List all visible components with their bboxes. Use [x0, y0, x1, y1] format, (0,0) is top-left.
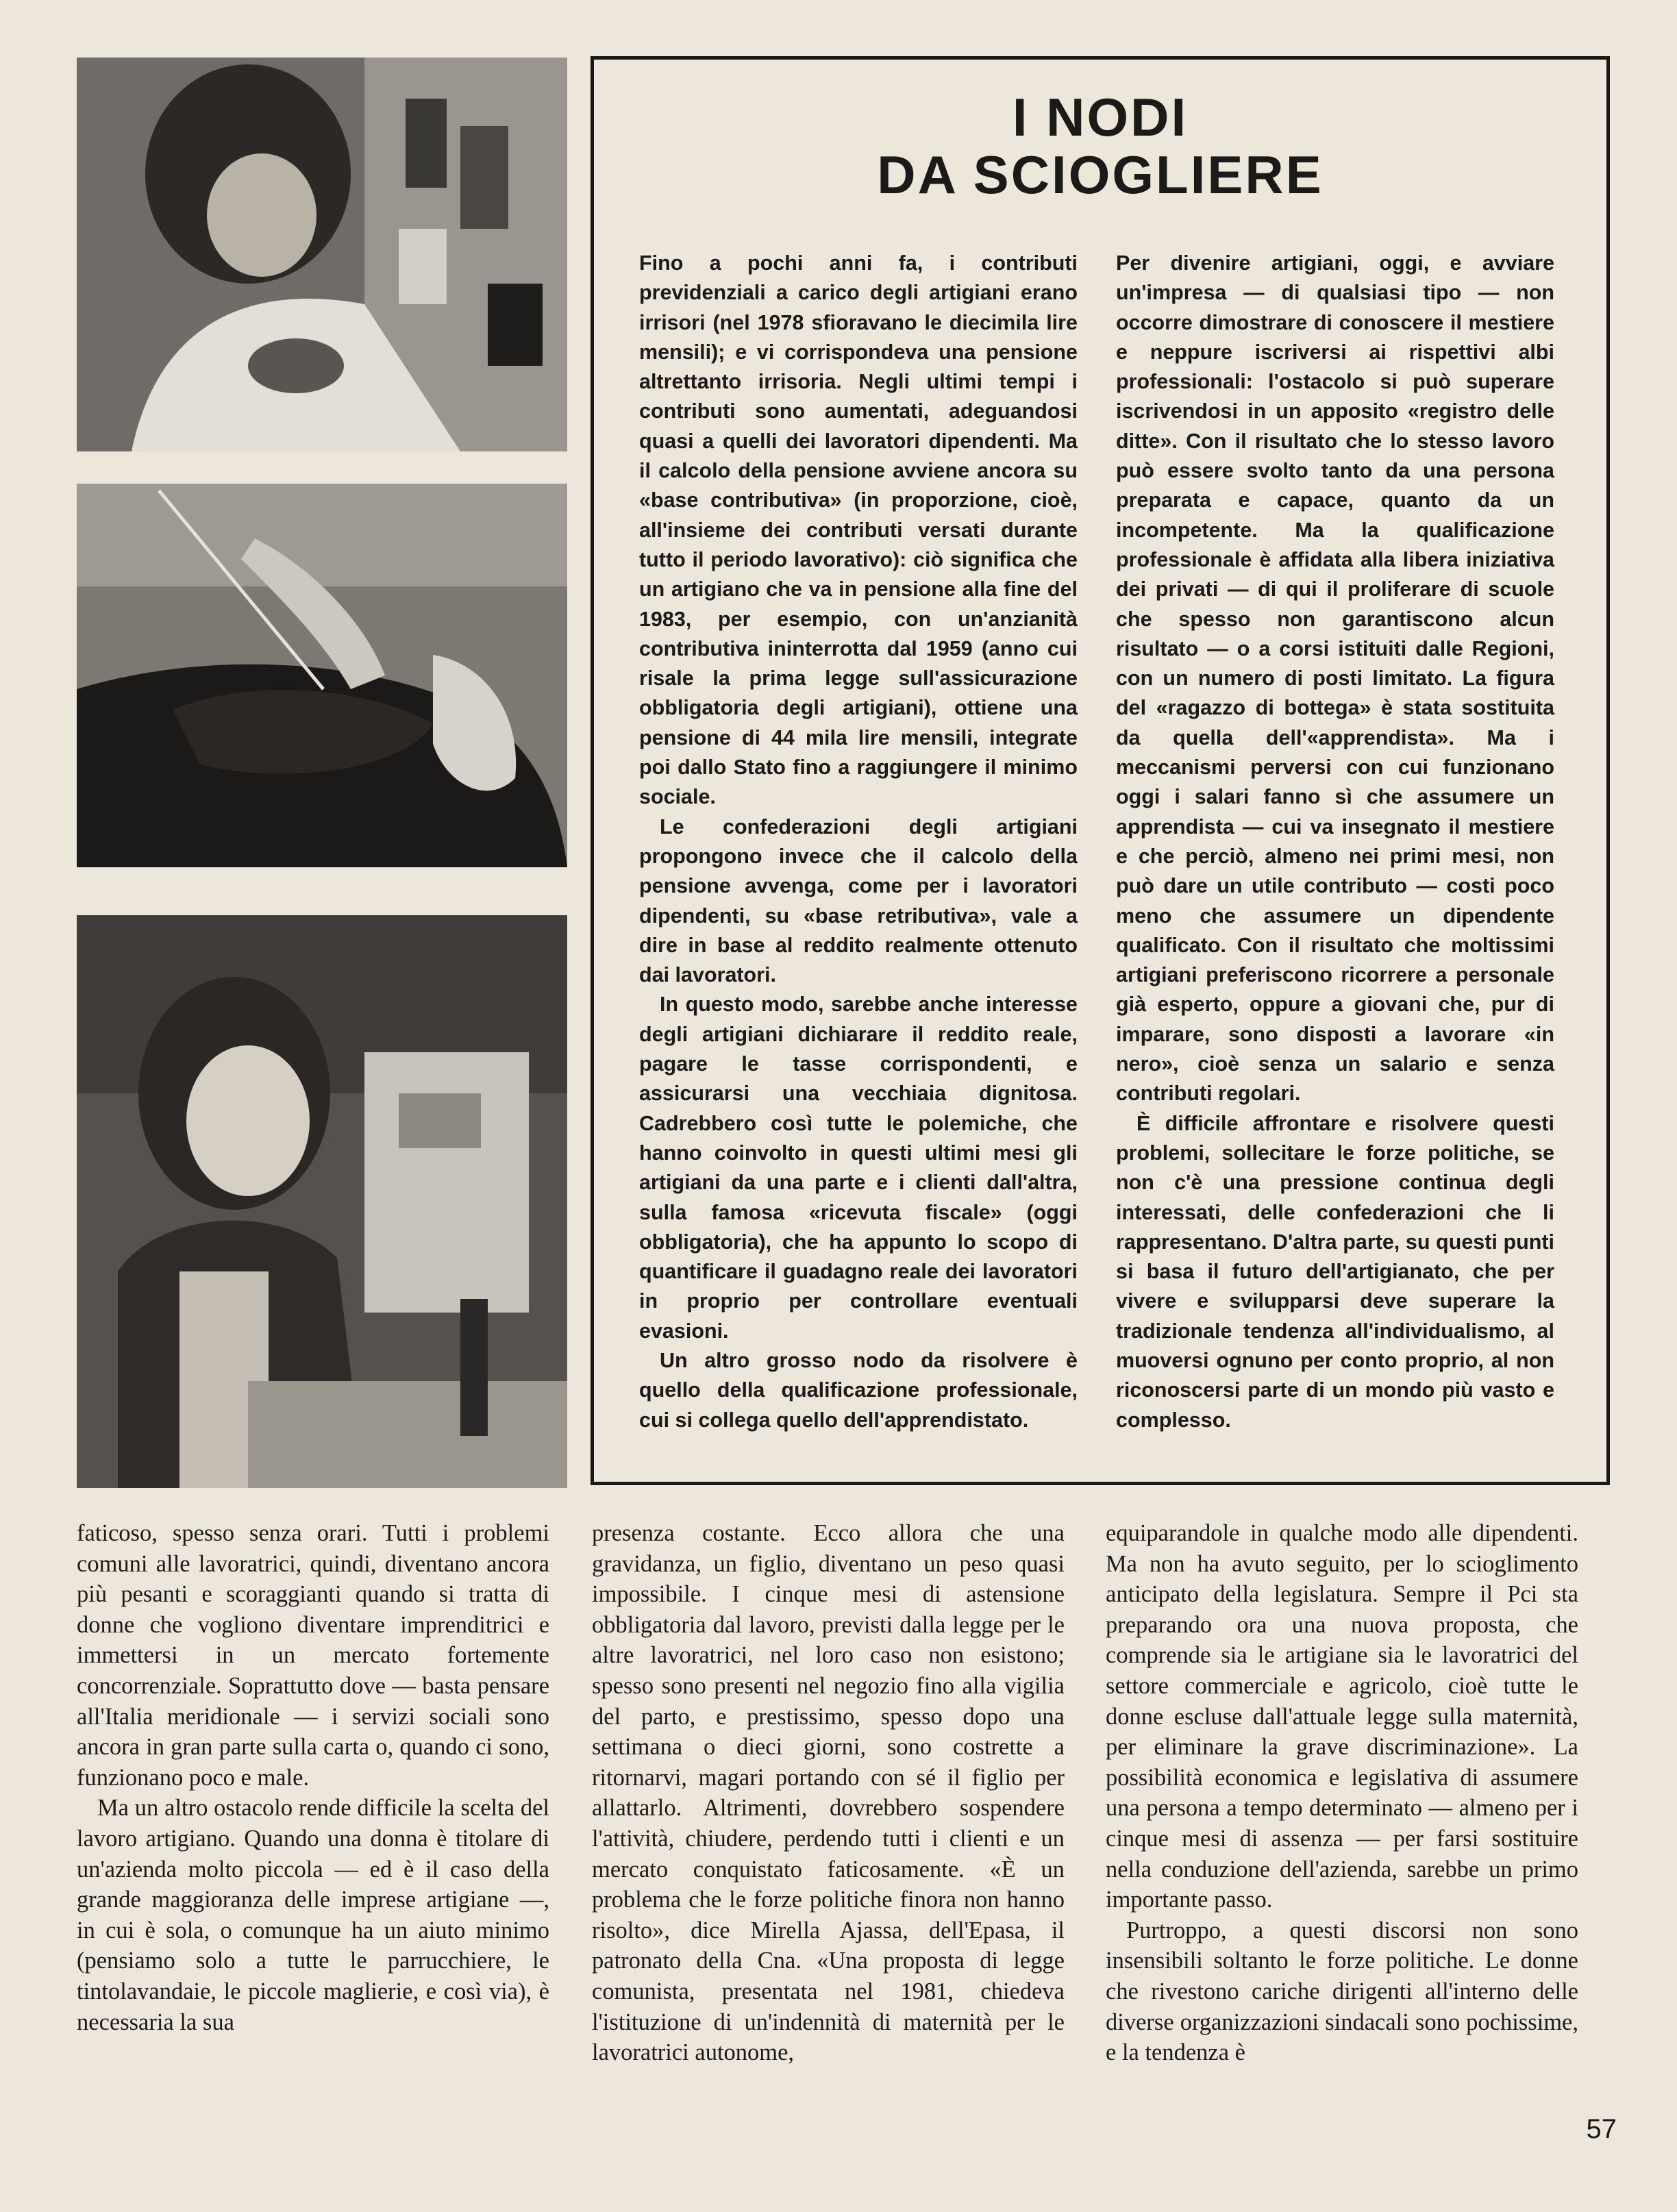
article-paragraph: equiparandole in qualche modo alle dipendenti. Ma non ha avuto seguito, per lo scioglimento anticipato della legislatura. Sempre il Pci sta preparando ora una nuova proposta, che comprende sia le artigiane sia le lavoratrici del settore commerciale e agricolo, cioè tutte le donne escluse dall'attuale legge sulla maternità, per eliminare la grave discriminazione». La possibilità economica e legislativa di assumere una persona a tempo determinato — almeno per i cinque mesi di assenza — per farsi sostituire nella conduzione dell'azienda, sarebbe un primo importante passo.: [1106, 1520, 1578, 1913]
sidebar-paragraph: Un altro grosso nodo da risolvere è quello della qualificazione professionale, cui si collega quello dell'apprendistato.: [639, 1348, 1078, 1432]
photo-hands-engraving: [77, 484, 567, 867]
page-number: 57: [1586, 2114, 1617, 2144]
sidebar-paragraph: Per divenire artigiani, oggi, e avviare un'impresa — di qualsiasi tipo — non occorre dimostrare di conoscere il mestiere e neppure iscriversi ai rispettivi albi professionali: l'ostacolo si può superare iscrivendosi in un apposito «registro delle ditte». Con il risultato che lo stesso lavoro può essere svolto tanto da una persona preparata e capace, quanto da un incompetente. Ma la qualificazione professionale è affidata alla libera iniziativa dei privati — di qui il proliferare di scuole che spesso non garantiscono alcun risultato — o a corsi istituiti dalle Regioni, con un numero di posti limitato. La figura del «ragazzo di bottega» è stata sostituita da quella dell'«apprendista». Ma i meccanismi perversi con cui funzionano oggi i salari fanno sì che assumere un apprendista — cui va insegnato il mestiere e che perciò, almeno nei primi mesi, non può dare un utile contributo — costi poco meno che assumere un dipendente qualificato. Con il risultato che moltissimi artigiani preferiscono ricorrere a personale già esperto, oppure a giovani che, pur di imparare, sono disposti a lavorare «in nero», cioè senza un salario e senza contributi regolari.: [1116, 251, 1554, 1106]
sidebar-box: [591, 56, 1610, 1485]
photo-artisan-painting-ceramics: [77, 58, 567, 451]
article-paragraph: Ma un altro ostacolo rende difficile la scelta del lavoro artigiano. Quando una donna è titolare di un'azienda molto piccola — ed è il caso della grande maggioranza delle imprese artigiane —, in cui è sola, o comunque ha un aiuto minimo (pensiamo solo a tutte le parrucchiere, le tintolavandaie, le piccole maglierie, e così via), è necessaria la sua: [77, 1795, 549, 2035]
article-column-1: [77, 1518, 549, 2037]
photo-woman-at-bandsaw: [77, 915, 567, 1488]
sidebar-title: [594, 88, 1606, 203]
sidebar-column-1: [639, 249, 1078, 1435]
article-paragraph: presenza costante. Ecco allora che una gravidanza, un figlio, diventano un peso quasi impossibile. I cinque mesi di astensione obbligatoria dal lavoro, previsti dalla legge per le altre lavoratrici, nel loro caso non esistono; spesso sono presenti nel negozio fino alla vigilia del parto, e prestissimo, spesso dopo una settimana o dieci giorni, sono costrette a ritornarvi, magari portando con sé il figlio per allattarlo. Altrimenti, dovrebbero sospendere l'attività, chiudere, perdendo tutti i clienti e un mercato conquistato faticosamente. «È un problema che le forze politiche finora non hanno risolto», dice Mirella Ajassa, dell'Epasa, il patronato della Cna. «Una proposta di legge comunista, presentata nel 1981, chiedeva l'istituzione di un'indennità di maternità per le lavoratrici autonome,: [592, 1520, 1065, 2066]
article-paragraph: Purtroppo, a questi discorsi non sono insensibili soltanto le forze politiche. Le donne che rivestono cariche dirigenti all'interno delle diverse organizzazioni sindacali sono pochissime, e la tendenza è: [1106, 1917, 1578, 2066]
article-paragraph: faticoso, spesso senza orari. Tutti i problemi comuni alle lavoratrici, quindi, diventano ancora più pesanti e scoraggianti quando si tratta di donne che vogliono diventare imprenditrici e immettersi in un mercato fortemente concorrenziale. Soprattutto dove — basta pensare all'Italia meridionale — i servizi sociali sono ancora in gran parte sulla carta o, quando ci sono, funzionano poco e male.: [77, 1520, 549, 1791]
sidebar-title-line-2: DA SCIOGLIERE: [877, 145, 1324, 205]
sidebar-paragraph: Le confederazioni degli artigiani propongono invece che il calcolo della pensione avvenga, come per i lavoratori dipendenti, su «base retributiva», vale a dire in base al reddito realmente ottenuto dai lavoratori.: [639, 815, 1078, 987]
sidebar-column-2: [1116, 249, 1554, 1435]
sidebar-paragraph: Fino a pochi anni fa, i contributi previdenziali a carico degli artigiani erano irrisori (nel 1978 sfioravano le diecimila lire mensili); e vi corrispondeva una pensione altrettanto irrisoria. Negli ultimi tempi i contributi sono aumentati, adeguandosi quasi a quelli dei lavoratori dipendenti. Ma il calcolo della pensione avviene ancora su «base contributiva» (in proporzione, cioè, all'insieme dei contributi versati durante tutto il periodo lavorativo): ciò significa che un artigiano che va in pensione alla fine del 1983, per esempio, con un'anzianità contributiva ininterrotta dal 1959 (anno cui risale la prima legge sull'assicurazione obbligatoria degli artigiani), ottiene una pensione di 44 mila lire mensili, integrate poi dallo Stato fino a raggiungere il minimo sociale.: [639, 251, 1078, 809]
sidebar-paragraph: In questo modo, sarebbe anche interesse degli artigiani dichiarare il reddito reale, pagare le tasse corrispondenti, e assicurarsi una vecchiaia dignitosa. Cadrebbero così tutte le polemiche, che hanno coinvolto in questi ultimi mesi gli artigiani da una parte e i clienti dall'altra, sulla famosa «ricevuta fiscale» (oggi obbligatoria), che ha appunto lo scopo di quantificare il guadagno reale dei lavoratori in proprio per controllare eventuali evasioni.: [639, 993, 1078, 1343]
article-column-2: [592, 1518, 1065, 2068]
sidebar-paragraph: È difficile affrontare e risolvere questi problemi, sollecitare le forze politiche, se non c'è una pressione continua degli interessati, delle confederazioni che li rappresentano. D'altra parte, su questi punti si basa il futuro dell'artigianato, che per vivere e svilupparsi deve superare la tradizionale tendenza all'individualismo, al muoversi ognuno per conto proprio, al non riconoscersi parte di un mondo più vasto e complesso.: [1116, 1111, 1554, 1432]
sidebar-title-line-1: I NODI: [1012, 87, 1189, 147]
article-column-3: [1106, 1518, 1578, 2068]
